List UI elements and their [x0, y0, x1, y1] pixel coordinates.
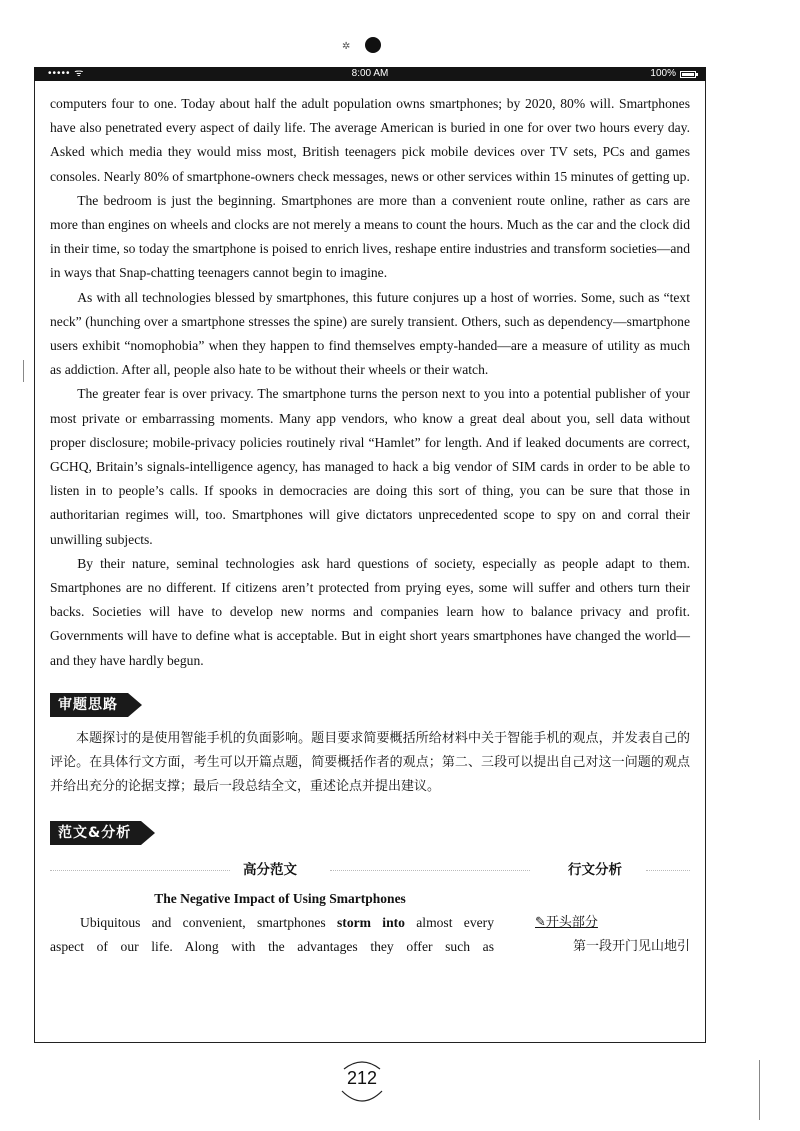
top-ornament-icon	[338, 34, 398, 56]
section-tag-analysis: 审题思路	[50, 693, 128, 717]
essay-line	[50, 911, 690, 935]
margin-mark	[23, 360, 24, 382]
status-time: 8:00 AM	[351, 68, 389, 79]
margin-mark	[759, 1060, 760, 1120]
frame-bottom-border	[34, 1042, 706, 1043]
annotation-text: 第一段开门见山地引	[572, 938, 690, 954]
sample-section	[50, 809, 690, 959]
left-column-header: 高分范文	[243, 861, 297, 878]
status-bar	[34, 67, 706, 81]
body-paragraph: By their nature, seminal technologies ask hard questions of society, especially as people adapt to them. Smartphones are no different. If citizens aren’t protected from prying eyes, some will suffer and others turn their backs. Societies will have to develop new norms and companies learn how to balance privacy and profit. Governments will have to define what is acceptable. But in eight short years smartphones have changed the world—and they have hardly begun.	[50, 555, 690, 668]
essay-line-text	[80, 911, 494, 935]
body-paragraph: The bedroom is just the beginning. Smartphones are more than a convenient route online, rather as cars are more than engines on wheels and clocks are not merely a means to count the hours. Much as the car and the clock did in their time, so today the smartphone is poised to enrich lives, reshape entire industries and transform societies—and in ways that Snap-chatting teenagers cannot begin to imagine.	[50, 192, 690, 281]
analysis-section	[50, 681, 690, 799]
dotted-rule	[646, 870, 690, 871]
right-column-header: 行文分析	[568, 861, 622, 878]
annotation-heading: ✎开头部分	[535, 914, 598, 930]
essay-line	[50, 935, 690, 959]
frame-right-border	[705, 81, 706, 1043]
frame-left-border	[34, 81, 35, 1043]
battery-percent: 100%	[650, 68, 676, 79]
essay-line-text: aspect of our life. Along with the advantages they offer such as	[50, 938, 494, 954]
essay-text-segment: Ubiquitous and convenient, smartphones	[80, 914, 338, 930]
battery-indicator	[650, 67, 696, 81]
page-content	[50, 92, 690, 959]
dotted-rule	[50, 870, 230, 871]
column-header-row	[50, 857, 690, 883]
essay-bold-phrase: storm into	[337, 914, 405, 930]
page-number-badge	[334, 1053, 390, 1109]
essay-title: The Negative Impact of Using Smartphones	[154, 890, 406, 906]
body-paragraph: computers four to one. Today about half the adult population owns smartphones; by 2020, 80% will. Smartphones have also penetrated every aspect of daily life. The average American is buried in one for over two hours every day. Asked which media they would miss most, British teenagers pick mobile devices over TV sets, PCs and games consoles. Nearly 80% of smartphone-owners check messages, news or other services within 15 minutes of getting up.	[50, 96, 690, 184]
body-paragraph: As with all technologies blessed by smartphones, this future conjures up a host of worries. Some, such as “text neck” (hunching over a smartphone stresses the spine) are surely transient. Others, such as dependency—smartphone users exhibit “nomophobia” when they happen to find themselves empty-handed—are a measure of utility as much as addiction. After all, people also hate to be without their wheels or their watch.	[50, 289, 690, 378]
annotation-heading-text: 开头部分	[545, 914, 598, 930]
battery-icon	[680, 71, 696, 78]
analysis-text: 本题探讨的是使用智能手机的负面影响。题目要求简要概括所给材料中关于智能手机的观点，并发表自己的评论。在具体行文方面，考生可以开篇点题，简要概括作者的观点；第二、三段可以提出自己对这一问题的观点并给出充分的论据支撑；最后一段总结全文，重述论点并提出建议。	[50, 730, 690, 794]
svg-text:✲: ✲	[342, 41, 351, 52]
dotted-rule	[330, 870, 530, 871]
section-tag-sample: 范文&分析	[50, 821, 141, 845]
page-number: 212	[346, 1068, 378, 1088]
body-paragraph: The greater fear is over privacy. The smartphone turns the person next to you into a potential publisher of your most private or embarrassing moments. Many app vendors, who know a great deal about you, sell data without proper disclosure; mobile-privacy policies routinely rival “Hamlet” for length. And if leaked documents are correct, GCHQ, Britain’s signals-intelligence agency, has managed to hack a big vendor of SIM cards in order to be able to listen in to people’s calls. If spooks in democracies are doing this sort of thing, you can be sure that those in authoritarian regimes will, too. Smartphones will give dictators unprecedented scope to spy on and corral their unwilling subjects.	[50, 386, 690, 547]
signal-indicator: ••••• ᯤ	[48, 68, 85, 79]
essay-text-segment: almost every	[404, 914, 494, 930]
